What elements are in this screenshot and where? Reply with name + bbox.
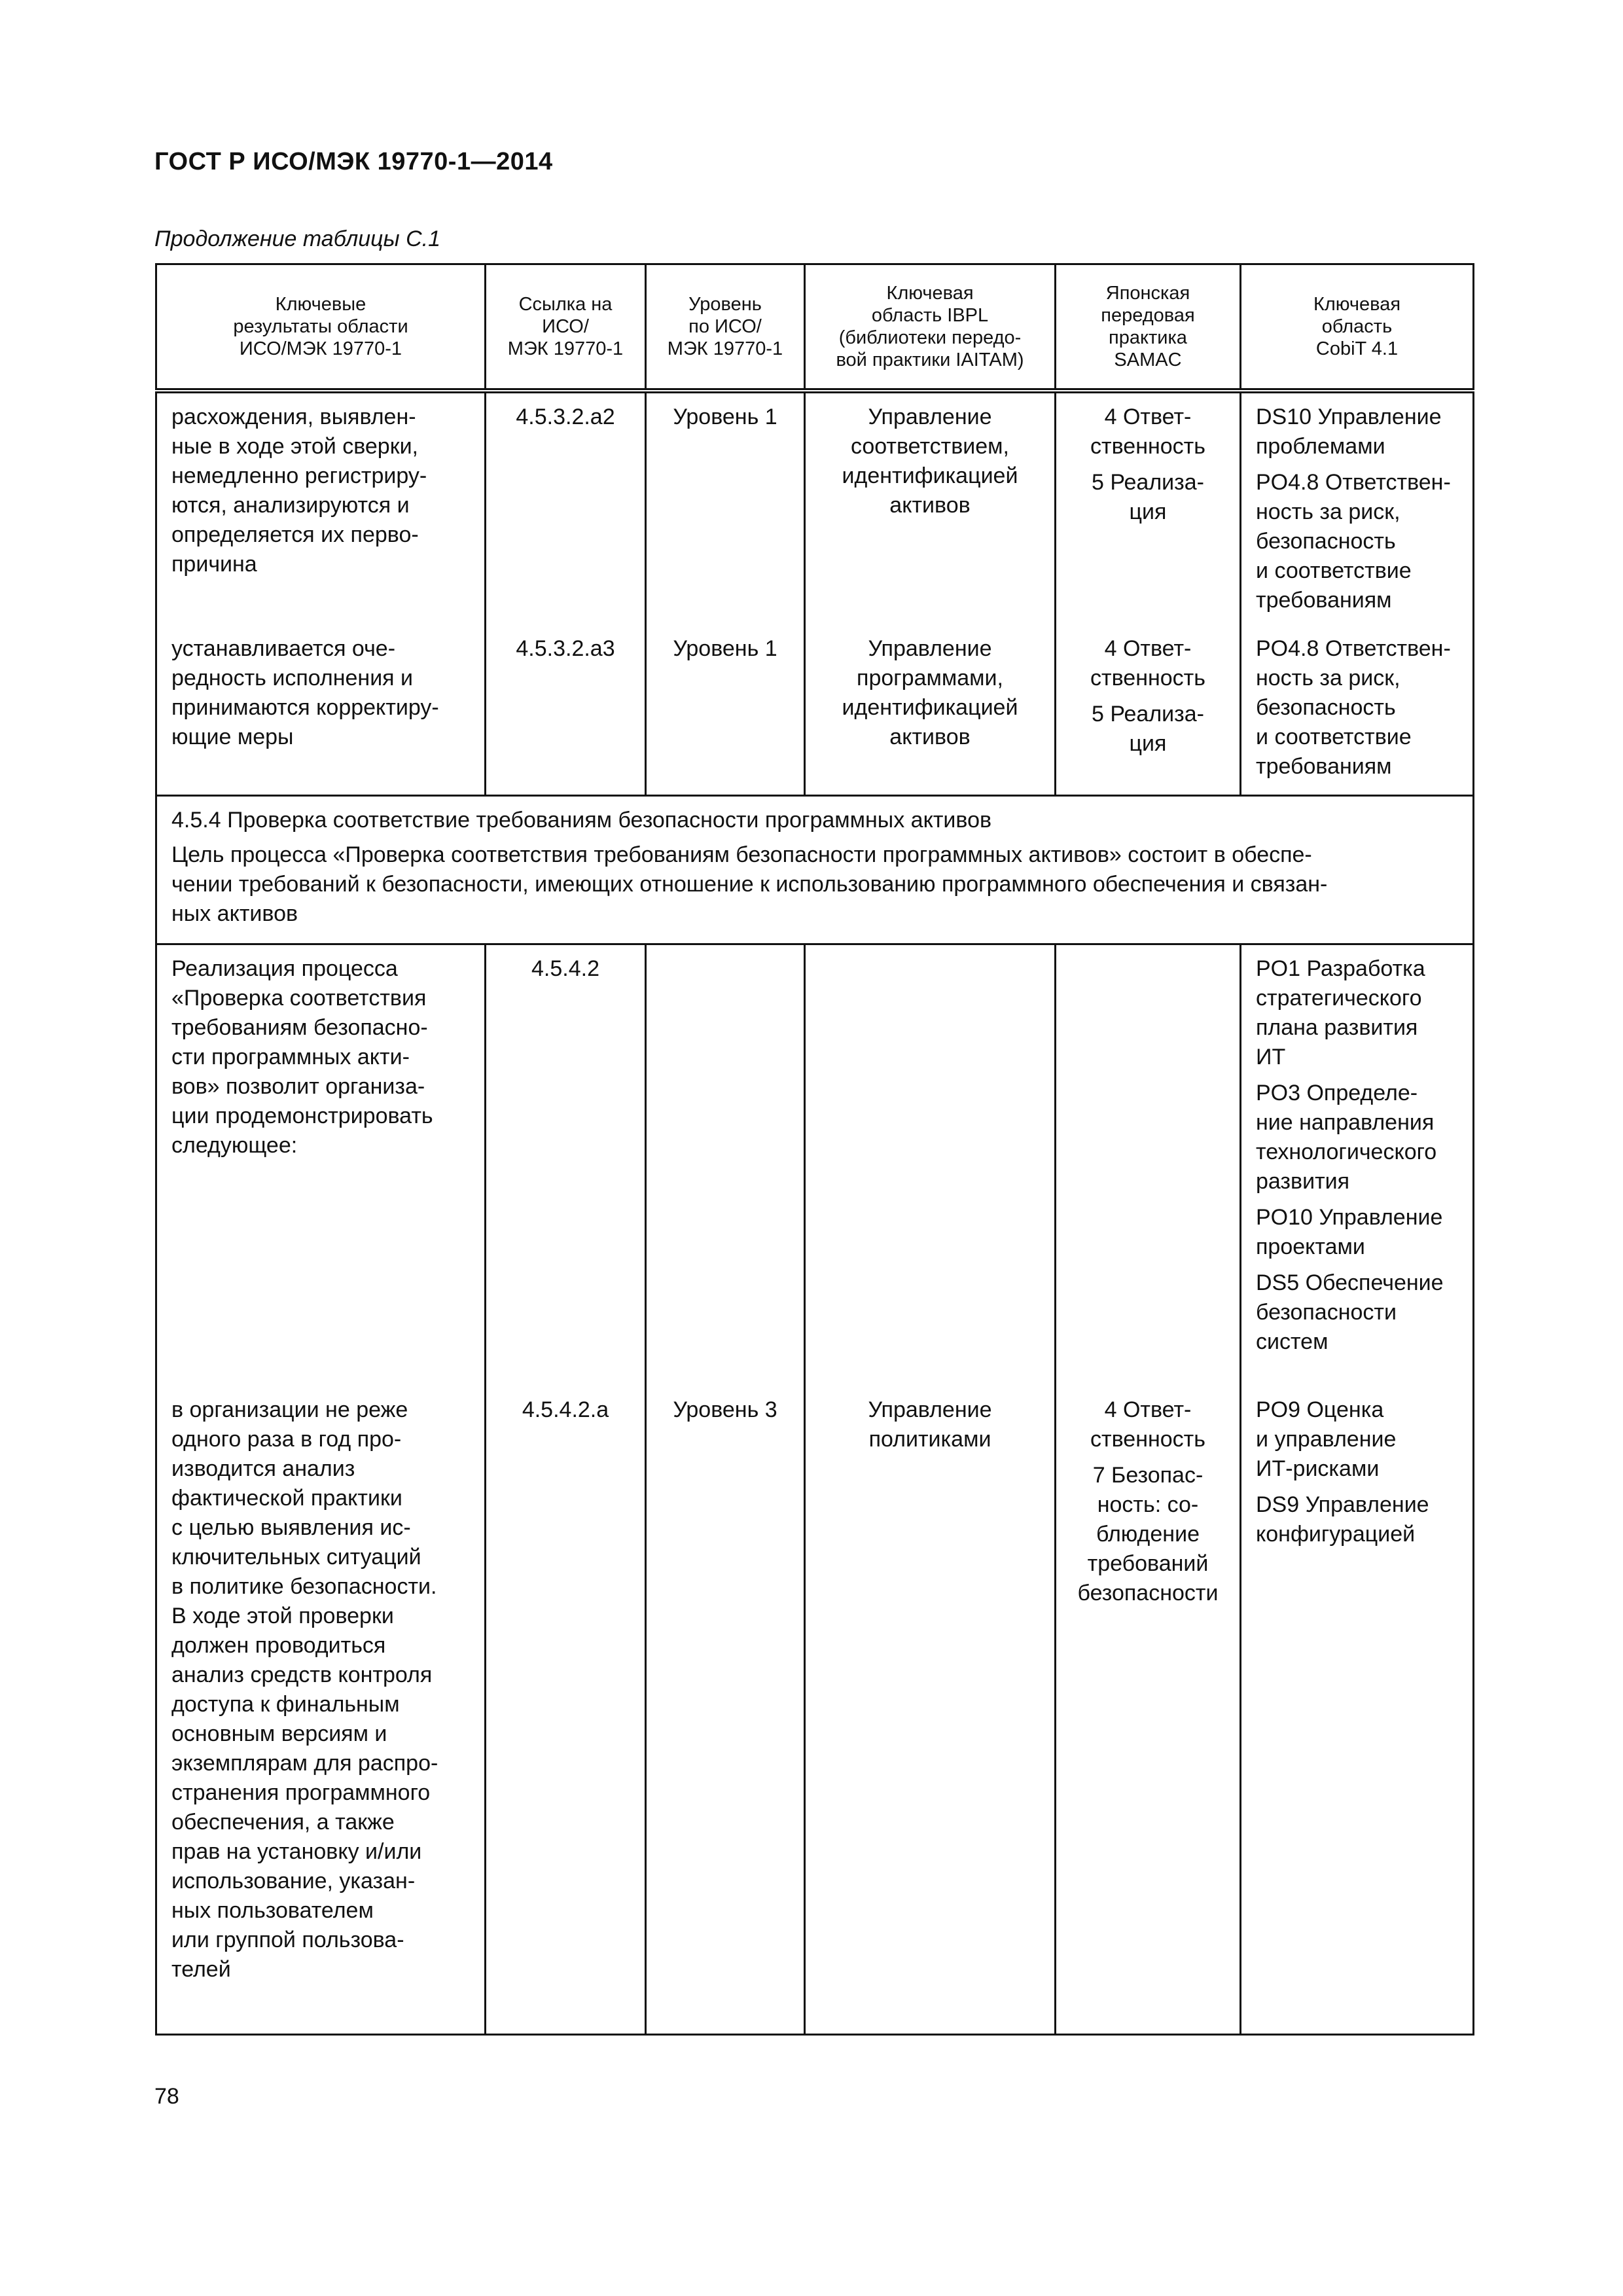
- cell-cobit: [1241, 1386, 1474, 2035]
- samac-entry: 4 Ответ- ственность: [1090, 1397, 1205, 1452]
- cell-samac: [1056, 625, 1241, 796]
- cell-cobit: [1241, 944, 1474, 1387]
- samac-entry: 4 Ответ- ственность: [1090, 636, 1205, 691]
- cobit-entry: PO4.8 Ответствен- ность за риск, безопасность и соответствие требованиям: [1256, 636, 1451, 779]
- cell-result: в организации не реже одного раза в год про- изводится анализ фактической практики с целью выявления ис- ключительных ситуаций в политике безопасности. В ходе этой проверки должен проводиться анализ средств контроля доступа к финальным основным версиям и экземплярам для распро- странения программного обеспечения, а также прав на установку и/или использование, указан- ных пользователем или группой пользова- телей: [156, 1386, 486, 2035]
- cell-cobit: [1241, 625, 1474, 796]
- table-row: [156, 625, 1474, 796]
- cobit-entry: DS10 Управление проблемами: [1256, 404, 1442, 459]
- comparison-table: [155, 263, 1474, 2036]
- cell-level: [646, 944, 805, 1387]
- cobit-entry: PO9 Оценка и управление ИТ-рисками: [1256, 1397, 1397, 1481]
- samac-entry: 5 Реализа- ция: [1091, 702, 1204, 756]
- document-title: ГОСТ Р ИСО/МЭК 19770-1—2014: [154, 148, 553, 175]
- cell-cobit: [1241, 393, 1474, 625]
- table-row: [156, 944, 1474, 1387]
- cobit-entry: PO3 Определе- ние направления технологического развития: [1256, 1081, 1437, 1194]
- cell-result: устанавливается оче- редность исполнения и принимаются корректиру- ющие меры: [156, 625, 486, 796]
- section-row: [156, 796, 1474, 944]
- header-samac-practice: Японская передовая практика SAMAC: [1056, 264, 1241, 391]
- cell-level: Уровень 1: [646, 625, 805, 796]
- cobit-entry: DS5 Обеспечение безопасности систем: [1256, 1270, 1444, 1354]
- section-text: Цель процесса «Проверка соответствия требованиям безопасности программных активов» состоит в обеспе- чении требований к безопасности, имеющих отношение к использованию программного обеспечения и связан- ных активов: [171, 842, 1328, 926]
- cobit-entry: DS9 Управление конфигурацией: [1256, 1492, 1429, 1547]
- header-key-results: Ключевые результаты области ИСО/МЭК 19770-1: [156, 264, 486, 391]
- cell-level: Уровень 3: [646, 1386, 805, 2035]
- cell-result: Реализация процесса «Проверка соответствия требованиям безопасно- сти программных акти- вов» позволит организа- ции продемонстрировать следующее:: [156, 944, 486, 1387]
- cobit-entry: PO1 Разработка стратегического плана развития ИТ: [1256, 956, 1425, 1069]
- cell-result: расхождения, выявлен- ные в ходе этой сверки, немедленно регистриру- ются, анализируются и определяется их перво- причина: [156, 393, 486, 625]
- samac-entry: 4 Ответ- ственность: [1090, 404, 1205, 459]
- cell-level: Уровень 1: [646, 393, 805, 625]
- cell-reference: 4.5.4.2: [486, 944, 646, 1387]
- cell-ibpl: [805, 944, 1056, 1387]
- header-ibpl-area: Ключевая область IBPL (библиотеки передо- вой практики IAITAM): [805, 264, 1056, 391]
- header-iso-reference: Ссылка на ИСО/ МЭК 19770-1: [486, 264, 646, 391]
- cell-samac: [1056, 944, 1241, 1387]
- cell-reference: 4.5.3.2.a3: [486, 625, 646, 796]
- cell-reference: 4.5.4.2.a: [486, 1386, 646, 2035]
- cell-samac: [1056, 393, 1241, 625]
- table-row: [156, 1386, 1474, 2035]
- table-header-row: [156, 264, 1474, 391]
- header-cobit-area: Ключевая область CobiT 4.1: [1241, 264, 1474, 391]
- table-row: [156, 393, 1474, 625]
- cell-reference: 4.5.3.2.a2: [486, 393, 646, 625]
- cell-samac: [1056, 1386, 1241, 2035]
- table-caption: Продолжение таблицы С.1: [154, 226, 440, 251]
- cobit-entry: PO4.8 Ответствен- ность за риск, безопасность и соответствие требованиям: [1256, 470, 1451, 613]
- samac-entry: 5 Реализа- ция: [1091, 470, 1204, 524]
- section-cell: [156, 796, 1474, 944]
- cell-ibpl: Управление программами, идентификацией активов: [805, 625, 1056, 796]
- cell-ibpl: Управление политиками: [805, 1386, 1056, 2035]
- section-heading: 4.5.4 Проверка соответствие требованиям безопасности программных активов: [171, 808, 992, 833]
- cell-ibpl: Управление соответствием, идентификацией активов: [805, 393, 1056, 625]
- cobit-entry: PO10 Управление проектами: [1256, 1205, 1443, 1259]
- header-iso-level: Уровень по ИСО/ МЭК 19770-1: [646, 264, 805, 391]
- page-number: 78: [154, 2084, 179, 2109]
- samac-entry: 7 Безопас- ность: со- блюдение требований безопасности: [1077, 1463, 1219, 1605]
